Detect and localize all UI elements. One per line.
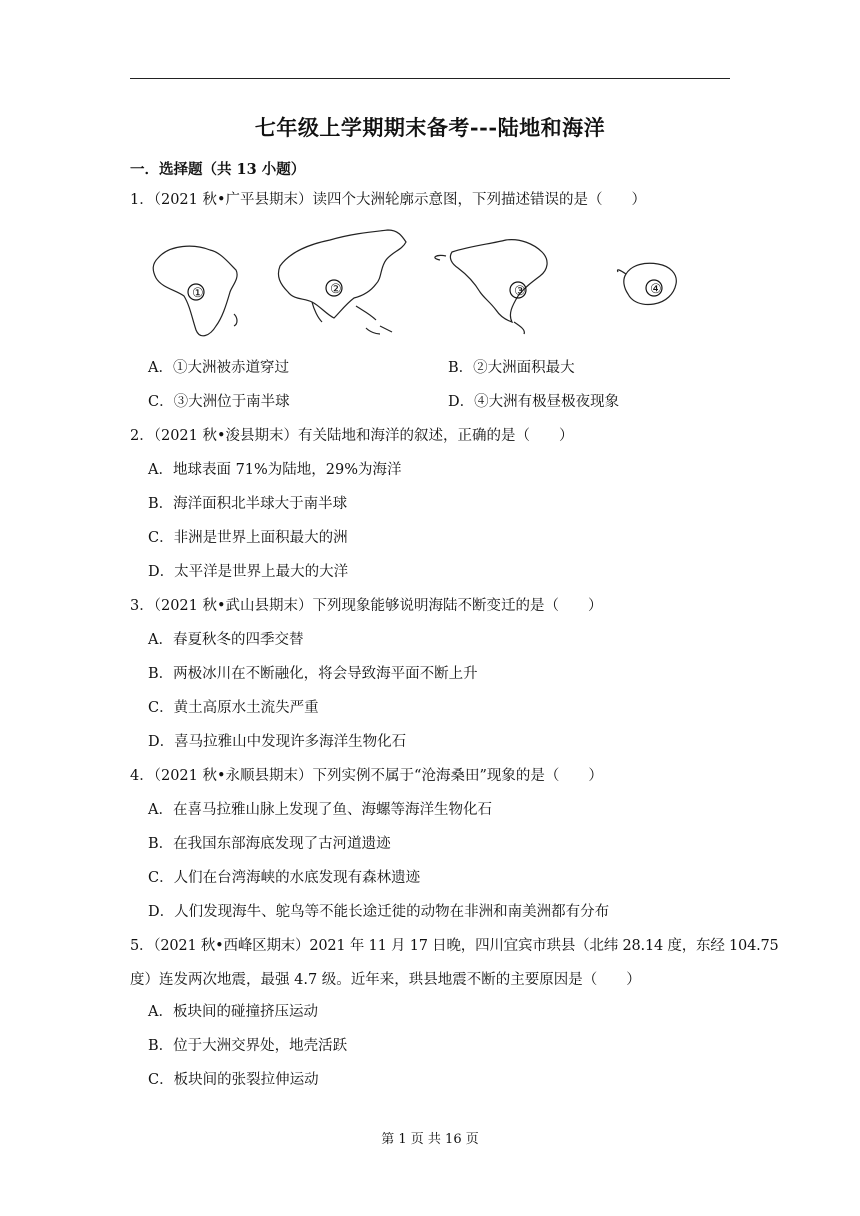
page-title: 七年级上学期期末备考---陆地和海洋 (254, 115, 606, 140)
question-5-option-b[interactable]: B．位于大洲交界处，地壳活跃 (148, 1038, 348, 1054)
page-footer: 第 1 页 共 16 页 (381, 1132, 479, 1147)
question-2-option-c[interactable]: C．非洲是世界上面积最大的洲 (148, 530, 348, 546)
question-4-option-d[interactable]: D．人们发现海牛、鸵鸟等不能长途迁徙的动物在非洲和南美洲都有分布 (148, 904, 610, 920)
question-4-option-a[interactable]: A．在喜马拉雅山脉上发现了鱼、海螺等海洋生物化石 (148, 802, 492, 818)
figure-label-2: ② (330, 282, 342, 297)
question-3-stem: 3．（2021 秋•武山县期末）下列现象能够说明海陆不断变迁的是（ ） (130, 598, 603, 614)
question-4-option-b[interactable]: B．在我国东部海底发现了古河道遗迹 (148, 836, 391, 852)
question-2-option-a[interactable]: A．地球表面 71%为陆地，29%为海洋 (148, 462, 402, 478)
north-america-outline (450, 240, 547, 322)
continent-outlines-figure (140, 222, 700, 350)
question-4-stem: 4．（2021 秋•永顺县期末）下列实例不属于“沧海桑田”现象的是（ ） (130, 768, 603, 784)
question-5-stem-continued: 度）连发两次地震，最强 4.7 级。近年来，珙县地震不断的主要原因是（ ） (130, 972, 641, 988)
question-3-option-b[interactable]: B．两极冰川在不断融化，将会导致海平面不断上升 (148, 666, 478, 682)
question-1-option-b[interactable]: B．②大洲面积最大 (448, 360, 575, 376)
question-3-option-d[interactable]: D．喜马拉雅山中发现许多海洋生物化石 (148, 734, 407, 750)
header-rule (130, 78, 730, 79)
figure-label-4: ④ (650, 282, 662, 297)
question-4-option-c[interactable]: C．人们在台湾海峡的水底发现有森林遗迹 (148, 870, 421, 886)
question-1-option-d[interactable]: D．④大洲有极昼极夜现象 (448, 394, 620, 410)
figure-label-1: ① (192, 286, 204, 301)
question-1-stem: 1．（2021 秋•广平县期末）读四个大洲轮廓示意图，下列描述错误的是（ ） (130, 192, 647, 208)
figure-label-3: ③ (514, 284, 526, 299)
asia-outline (278, 230, 406, 318)
question-2-option-d[interactable]: D．太平洋是世界上最大的大洋 (148, 564, 349, 580)
question-5-option-a[interactable]: A．板块间的碰撞挤压运动 (148, 1004, 318, 1020)
question-5-stem: 5．（2021 秋•西峰区期末）2021 年 11 月 17 日晚，四川宜宾市珙县（北纬 28.14 度，东经 104.75 (130, 938, 779, 954)
question-2-option-b[interactable]: B．海洋面积北半球大于南半球 (148, 496, 348, 512)
question-3-option-a[interactable]: A．春夏秋冬的四季交替 (148, 632, 304, 648)
section-heading: 一．选择题（共 13 小题） (130, 161, 306, 178)
question-1-option-a[interactable]: A．①大洲被赤道穿过 (148, 360, 289, 376)
question-2-stem: 2．（2021 秋•浚县期末）有关陆地和海洋的叙述，正确的是（ ） (130, 428, 574, 444)
question-3-option-c[interactable]: C．黄土高原水土流失严重 (148, 700, 319, 716)
question-5-option-c[interactable]: C．板块间的张裂拉伸运动 (148, 1072, 319, 1088)
question-1-option-c[interactable]: C．③大洲位于南半球 (148, 394, 290, 410)
